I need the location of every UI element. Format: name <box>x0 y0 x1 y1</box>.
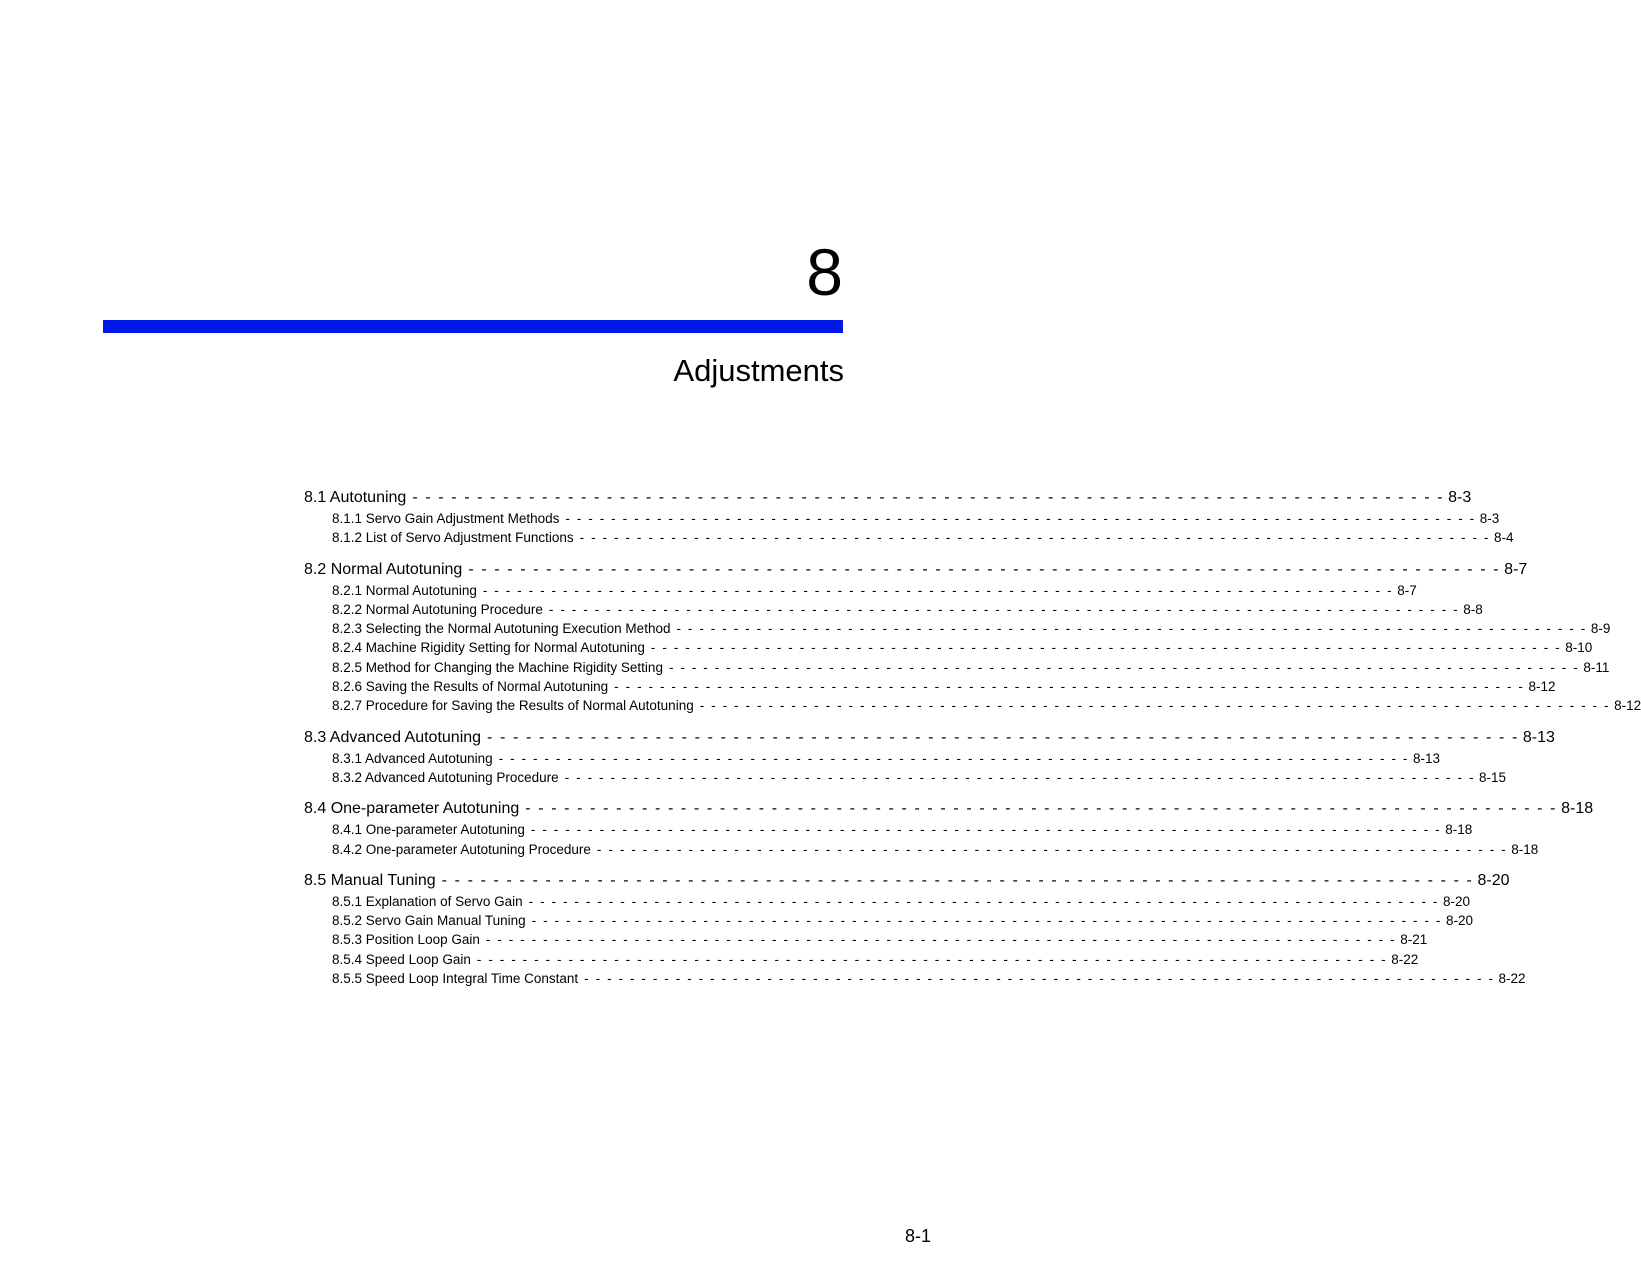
toc-entry-page: 8-3 <box>1479 511 1500 526</box>
toc-dot-leader: - - - - - - - - - - - - - - - - - - - - - - - - - - - - - - - - - - - - - - - - - - - - - - - - - - - - - - - - - - - - - - - - - - - - - - - - - - - - - - - - <box>441 871 1474 889</box>
toc-entry-title: 8.5.1 Explanation of Servo Gain <box>332 893 523 909</box>
toc-entry-title: 8.2.7 Procedure for Saving the Results of Normal Autotuning <box>332 698 694 714</box>
toc-dot-leader: - - - - - - - - - - - - - - - - - - - - - - - - - - - - - - - - - - - - - - - - - - - - - - - - - - - - - - - - - - - - - - - - - - - - - - - - - - - - - - - - <box>487 728 1519 746</box>
toc-entry-title: 8.4.1 One-parameter Autotuning <box>332 822 525 838</box>
toc-entry-title: 8.5.5 Speed Loop Integral Time Constant <box>332 971 579 987</box>
toc-subsection-entry[interactable] <box>304 749 1441 768</box>
toc-entry-page: 8-18 <box>1561 800 1594 818</box>
toc-section-heading[interactable] <box>304 797 1594 820</box>
toc-subsection-entry[interactable] <box>304 892 1471 911</box>
toc-section <box>304 726 1555 788</box>
toc-entry-title: 8.5.4 Speed Loop Gain <box>332 951 471 967</box>
toc-entry-page: 8-18 <box>1511 841 1539 857</box>
toc-entry-title: 8.1.2 List of Servo Adjustment Functions <box>332 530 574 546</box>
toc-entry-title: 8.4.2 One-parameter Autotuning Procedure <box>332 841 591 857</box>
toc-dot-leader: - - - - - - - - - - - - - - - - - - - - - - - - - - - - - - - - - - - - - - - - - - - - - - - - - - - - - - - - - - - - - - - - - - - - - - - - - - - - - - - - <box>412 489 1445 506</box>
toc-entry-page: 8-13 <box>1413 750 1441 766</box>
toc-subsection-entry[interactable] <box>304 638 1593 657</box>
toc-subsection-entry[interactable] <box>304 969 1526 988</box>
toc-entry-title: 8.3.1 Advanced Autotuning <box>332 750 493 766</box>
toc-dot-leader: - - - - - - - - - - - - - - - - - - - - - - - - - - - - - - - - - - - - - - - - - - - - - - - - - - - - - - - - - - - - - - - - - - - - - - - - - - - - - - - - <box>676 621 1587 637</box>
toc-subsection-entry[interactable] <box>304 930 1428 949</box>
toc-dot-leader: - - - - - - - - - - - - - - - - - - - - - - - - - - - - - - - - - - - - - - - - - - - - - - - - - - - - - - - - - - - - - - - - - - - - - - - - - - - - - - - - <box>579 530 1490 546</box>
toc-entry-title: 8.2.2 Normal Autotuning Procedure <box>332 601 543 617</box>
toc-subsection-entry[interactable] <box>304 840 1539 859</box>
toc-dot-leader: - - - - - - - - - - - - - - - - - - - - - - - - - - - - - - - - - - - - - - - - - - - - - - - - - - - - - - - - - - - - - - - - - - - - - - - - - - - - - - - - <box>614 679 1525 695</box>
chapter-title: Adjustments <box>673 353 844 388</box>
toc-entry-title: 8.2.5 Method for Changing the Machine Rigidity Setting <box>332 659 663 675</box>
toc-entry-title: 8.5 Manual Tuning <box>304 871 436 889</box>
table-of-contents <box>304 486 1641 998</box>
toc-subsection-entry[interactable] <box>304 950 1419 969</box>
toc-entry-title: 8.2.4 Machine Rigidity Setting for Normal Autotuning <box>332 640 645 656</box>
toc-entry-title: 8.5.2 Servo Gain Manual Tuning <box>332 913 526 929</box>
toc-entry-title: 8.5.3 Position Loop Gain <box>332 932 480 948</box>
toc-subsection-entry[interactable] <box>304 696 1641 715</box>
toc-entry-page: 8-21 <box>1400 932 1428 948</box>
toc-dot-leader: - - - - - - - - - - - - - - - - - - - - - - - - - - - - - - - - - - - - - - - - - - - - - - - - - - - - - - - - - - - - - - - - - - - - - - - - - - - - - - - - <box>584 971 1495 987</box>
toc-subsection-entry[interactable] <box>304 768 1507 787</box>
toc-entry-page: 8-13 <box>1522 728 1555 746</box>
toc-section <box>304 869 1526 988</box>
toc-entry-page: 8-7 <box>1504 560 1528 578</box>
toc-dot-leader: - - - - - - - - - - - - - - - - - - - - - - - - - - - - - - - - - - - - - - - - - - - - - - - - - - - - - - - - - - - - - - - - - - - - - - - - - - - - - - - - <box>596 841 1508 857</box>
toc-section <box>304 486 1514 548</box>
toc-dot-leader: - - - - - - - - - - - - - - - - - - - - - - - - - - - - - - - - - - - - - - - - - - - - - - - - - - - - - - - - - - - - - - - - - - - - - - - - - - - - - - - - <box>485 932 1397 948</box>
toc-dot-leader: - - - - - - - - - - - - - - - - - - - - - - - - - - - - - - - - - - - - - - - - - - - - - - - - - - - - - - - - - - - - - - - - - - - - - - - - - - - - - - - - <box>468 560 1501 578</box>
toc-entry-title: 8.1 Autotuning <box>304 489 407 506</box>
toc-subsection-entry[interactable] <box>304 677 1556 696</box>
chapter-number: 8 <box>806 235 843 309</box>
toc-dot-leader: - - - - - - - - - - - - - - - - - - - - - - - - - - - - - - - - - - - - - - - - - - - - - - - - - - - - - - - - - - - - - - - - - - - - - - - - - - - - - - - - <box>476 951 1388 967</box>
toc-dot-leader: - - - - - - - - - - - - - - - - - - - - - - - - - - - - - - - - - - - - - - - - - - - - - - - - - - - - - - - - - - - - - - - - - - - - - - - - - - - - - - - - <box>548 601 1460 617</box>
toc-dot-leader: - - - - - - - - - - - - - - - - - - - - - - - - - - - - - - - - - - - - - - - - - - - - - - - - - - - - - - - - - - - - - - - - - - - - - - - - - - - - - - - - <box>668 659 1580 675</box>
toc-section <box>304 558 1641 716</box>
toc-entry-page: 8-3 <box>1448 489 1472 506</box>
toc-subsection-entry[interactable] <box>304 509 1500 528</box>
toc-entry-page: 8-20 <box>1442 893 1471 909</box>
toc-entry-page: 8-4 <box>1494 530 1514 546</box>
toc-entry-page: 8-7 <box>1397 582 1417 598</box>
toc-entry-page: 8-12 <box>1528 679 1556 695</box>
toc-section-heading[interactable] <box>304 869 1510 892</box>
toc-section-heading[interactable] <box>304 726 1555 749</box>
toc-dot-leader: - - - - - - - - - - - - - - - - - - - - - - - - - - - - - - - - - - - - - - - - - - - - - - - - - - - - - - - - - - - - - - - - - - - - - - - - - - - - - - - - <box>482 582 1394 598</box>
toc-entry-page: 8-18 <box>1445 822 1473 838</box>
toc-entry-title: 8.2.3 Selecting the Normal Autotuning Execution Method <box>332 621 671 637</box>
toc-entry-title: 8.3 Advanced Autotuning <box>304 728 482 746</box>
toc-entry-title: 8.2.6 Saving the Results of Normal Autotuning <box>332 679 609 695</box>
toc-entry-page: 8-22 <box>1391 951 1419 967</box>
toc-subsection-entry[interactable] <box>304 528 1514 547</box>
toc-dot-leader: - - - - - - - - - - - - - - - - - - - - - - - - - - - - - - - - - - - - - - - - - - - - - - - - - - - - - - - - - - - - - - - - - - - - - - - - - - - - - - - - <box>699 698 1611 714</box>
toc-subsection-entry[interactable] <box>304 820 1473 839</box>
toc-entry-page: 8-22 <box>1498 971 1526 987</box>
toc-dot-leader: - - - - - - - - - - - - - - - - - - - - - - - - - - - - - - - - - - - - - - - - - - - - - - - - - - - - - - - - - - - - - - - - - - - - - - - - - - - - - - - - <box>528 893 1439 909</box>
toc-subsection-entry[interactable] <box>304 658 1610 677</box>
toc-entry-page: 8-11 <box>1583 659 1610 675</box>
toc-entry-page: 8-8 <box>1463 601 1483 617</box>
toc-entry-page: 8-20 <box>1477 871 1510 889</box>
toc-entry-title: 8.4 One-parameter Autotuning <box>304 800 520 818</box>
toc-entry-title: 8.2.1 Normal Autotuning <box>332 582 477 598</box>
toc-section-heading[interactable] <box>304 486 1472 509</box>
toc-subsection-entry[interactable] <box>304 619 1611 638</box>
toc-section <box>304 797 1594 859</box>
toc-entry-page: 8-20 <box>1445 913 1474 929</box>
toc-entry-title: 8.1.1 Servo Gain Adjustment Methods <box>332 511 560 526</box>
toc-entry-title: 8.3.2 Advanced Autotuning Procedure <box>332 769 559 785</box>
toc-dot-leader: - - - - - - - - - - - - - - - - - - - - - - - - - - - - - - - - - - - - - - - - - - - - - - - - - - - - - - - - - - - - - - - - - - - - - - - - - - - - - - - - <box>565 511 1476 526</box>
toc-entry-page: 8-9 <box>1590 621 1611 637</box>
toc-dot-leader: - - - - - - - - - - - - - - - - - - - - - - - - - - - - - - - - - - - - - - - - - - - - - - - - - - - - - - - - - - - - - - - - - - - - - - - - - - - - - - - - <box>650 640 1562 656</box>
chapter-rule-bar <box>103 320 843 333</box>
toc-dot-leader: - - - - - - - - - - - - - - - - - - - - - - - - - - - - - - - - - - - - - - - - - - - - - - - - - - - - - - - - - - - - - - - - - - - - - - - - - - - - - - - - <box>498 750 1409 766</box>
toc-dot-leader: - - - - - - - - - - - - - - - - - - - - - - - - - - - - - - - - - - - - - - - - - - - - - - - - - - - - - - - - - - - - - - - - - - - - - - - - - - - - - - - - <box>525 800 1558 818</box>
toc-subsection-entry[interactable] <box>304 581 1417 600</box>
toc-dot-leader: - - - - - - - - - - - - - - - - - - - - - - - - - - - - - - - - - - - - - - - - - - - - - - - - - - - - - - - - - - - - - - - - - - - - - - - - - - - - - - - - <box>564 769 1476 785</box>
toc-dot-leader: - - - - - - - - - - - - - - - - - - - - - - - - - - - - - - - - - - - - - - - - - - - - - - - - - - - - - - - - - - - - - - - - - - - - - - - - - - - - - - - - <box>530 822 1442 838</box>
toc-dot-leader: - - - - - - - - - - - - - - - - - - - - - - - - - - - - - - - - - - - - - - - - - - - - - - - - - - - - - - - - - - - - - - - - - - - - - - - - - - - - - - - - <box>531 913 1442 929</box>
toc-entry-page: 8-12 <box>1614 698 1641 714</box>
page-number: 8-1 <box>904 1226 931 1246</box>
toc-subsection-entry[interactable] <box>304 911 1474 930</box>
toc-entry-page: 8-10 <box>1565 640 1593 656</box>
toc-subsection-entry[interactable] <box>304 600 1483 619</box>
toc-section-heading[interactable] <box>304 558 1528 581</box>
toc-entry-page: 8-15 <box>1479 769 1507 785</box>
toc-entry-title: 8.2 Normal Autotuning <box>304 560 463 578</box>
